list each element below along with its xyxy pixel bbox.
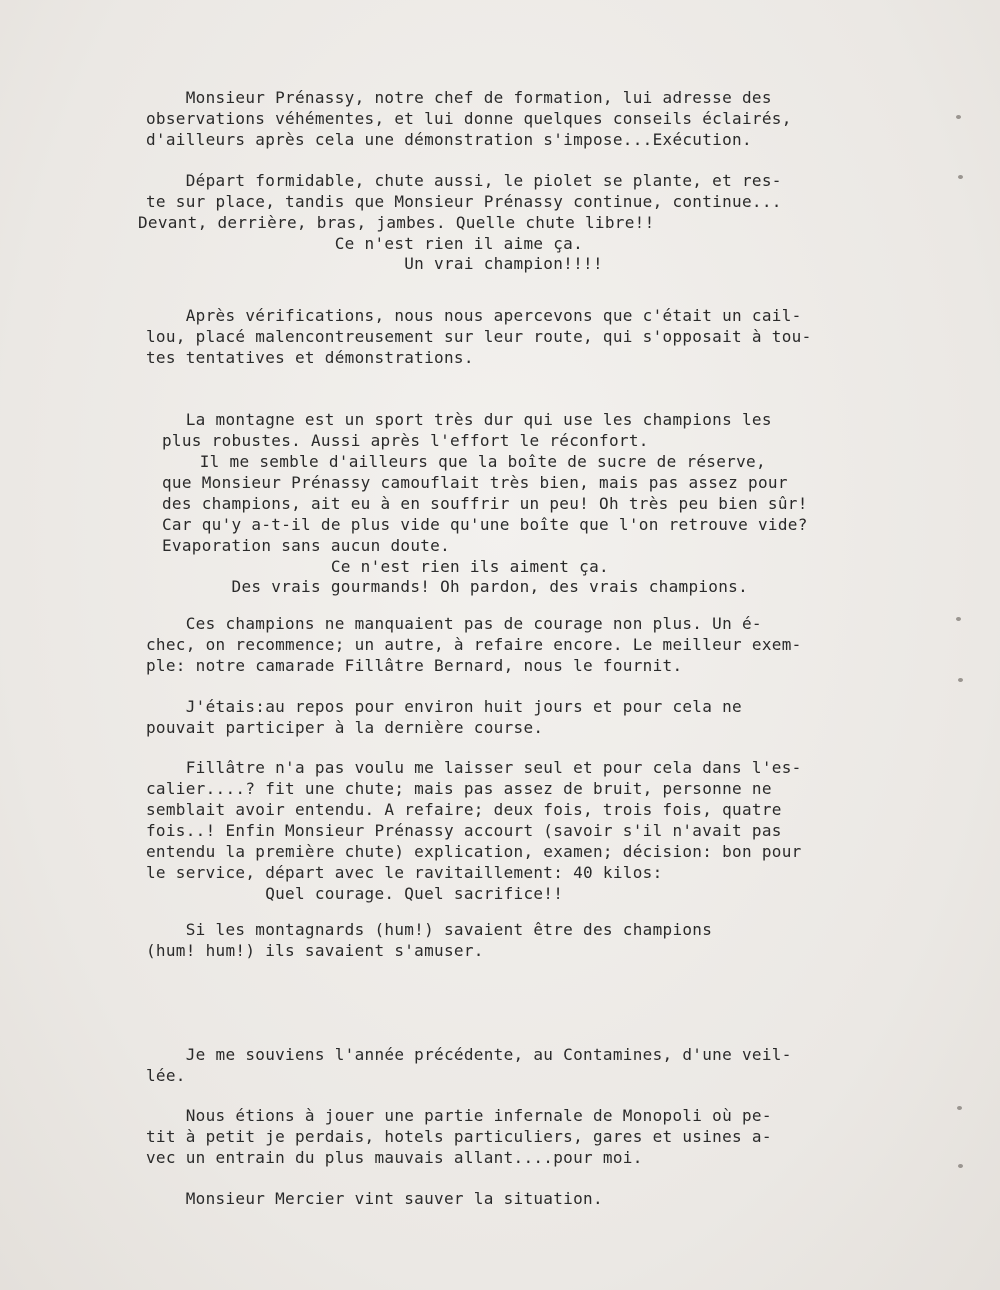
text-line: que Monsieur Prénassy camouflait très bien, mais pas assez pour — [162, 473, 788, 492]
text-line: te sur place, tandis que Monsieur Prénassy continue, continue... — [146, 192, 782, 211]
text-line: Fillâtre n'a pas voulu me laisser seul et pour cela dans l'es- — [146, 758, 802, 777]
text-line: Après vérifications, nous nous apercevons que c'était un cail- — [146, 306, 802, 325]
text-line: Je me souviens l'année précédente, au Contamines, d'une veil- — [146, 1045, 792, 1064]
text-line: des champions, ait eu à en souffrir un peu! Oh très peu bien sûr! — [162, 494, 808, 513]
text-line: plus robustes. Aussi après l'effort le réconfort. — [162, 431, 649, 450]
text-line: Devant, derrière, bras, jambes. Quelle chute libre!! — [138, 213, 655, 232]
text-line: (hum! hum!) ils savaient s'amuser. — [146, 941, 484, 960]
text-line: ple: notre camarade Fillâtre Bernard, nous le fournit. — [146, 656, 683, 675]
text-line: La montagne est un sport très dur qui use les champions les — [146, 410, 772, 429]
text-line: chec, on recommence; un autre, à refaire encore. Le meilleur exem- — [146, 635, 802, 654]
text-line: calier....? fit une chute; mais pas assez de bruit, personne ne — [146, 779, 772, 798]
text-line: vec un entrain du plus mauvais allant....pour moi. — [146, 1148, 643, 1167]
text-line: Des vrais gourmands! Oh pardon, des vrais champions. — [162, 577, 749, 596]
text-line: Monsieur Mercier vint sauver la situation. — [146, 1189, 603, 1208]
text-line: Nous étions à jouer une partie infernale de Monopoli où pe- — [146, 1106, 772, 1125]
text-line: le service, départ avec le ravitaillement: 40 kilos: — [146, 863, 663, 882]
text-line: tit à petit je perdais, hotels particuliers, gares et usines a- — [146, 1127, 772, 1146]
text-line: fois..! Enfin Monsieur Prénassy accourt (savoir s'il n'avait pas — [146, 821, 782, 840]
text-line: Il me semble d'ailleurs que la boîte de sucre de réserve, — [160, 452, 766, 471]
text-line: semblait avoir entendu. A refaire; deux fois, trois fois, quatre — [146, 800, 782, 819]
text-line: Quel courage. Quel sacrifice!! — [146, 884, 564, 903]
text-line: Ces champions ne manquaient pas de courage non plus. Un é- — [146, 614, 762, 633]
text-line: Un vrai champion!!!! — [146, 254, 603, 273]
text-line: Si les montagnards (hum!) savaient être des champions — [146, 920, 713, 939]
text-line: d'ailleurs après cela une démonstration s'impose...Exécution. — [146, 130, 752, 149]
text-line: Car qu'y a-t-il de plus vide qu'une boîte que l'on retrouve vide? — [162, 515, 808, 534]
text-line: Ce n'est rien ils aiment ça. — [162, 557, 609, 576]
text-line: observations véhémentes, et lui donne quelques conseils éclairés, — [146, 109, 792, 128]
text-line: J'étais:au repos pour environ huit jours et pour cela ne — [146, 697, 742, 716]
text-line: entendu la première chute) explication, examen; décision: bon pour — [146, 842, 802, 861]
text-line: lou, placé malencontreusement sur leur route, qui s'opposait à tou- — [146, 327, 812, 346]
text-line: tes tentatives et démonstrations. — [146, 348, 474, 367]
text-line: Evaporation sans aucun doute. — [162, 536, 451, 555]
text-line: lée. — [146, 1066, 186, 1085]
text-line: Monsieur Prénassy, notre chef de formation, lui adresse des — [146, 88, 772, 107]
text-line: pouvait participer à la dernière course. — [146, 718, 544, 737]
text-line: Départ formidable, chute aussi, le piolet se plante, et res- — [146, 171, 782, 190]
text-line: Ce n'est rien il aime ça. — [146, 234, 584, 253]
